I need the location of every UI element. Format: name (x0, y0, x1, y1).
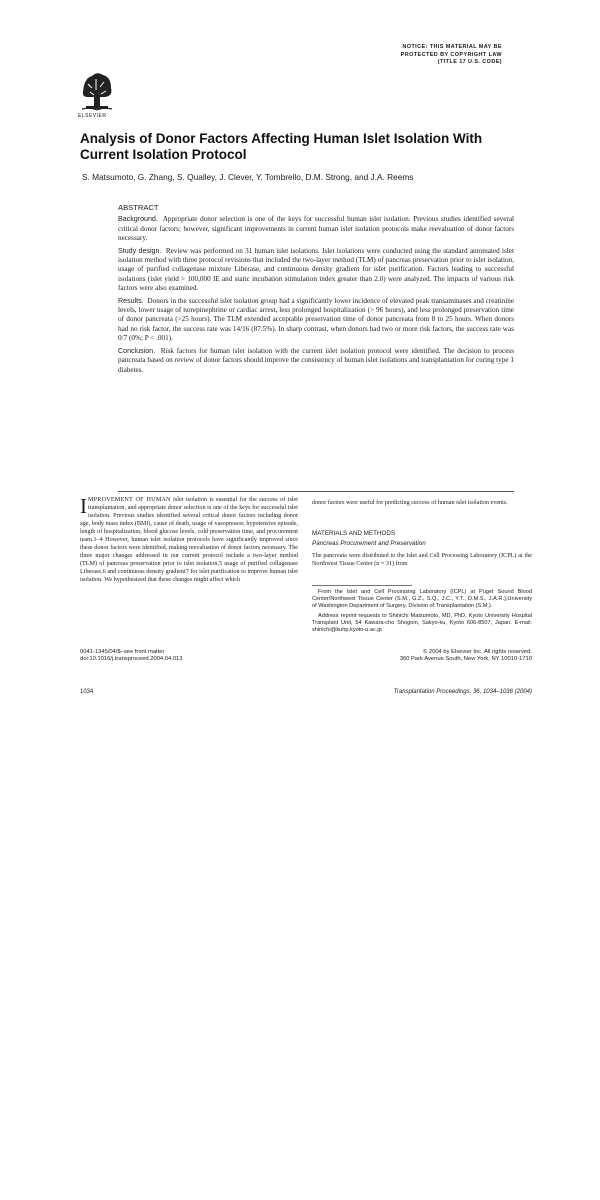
results-text: Donors in the successful islet isolation group had a significantly lower incidence of elevated peak transaminases and creatinine levels, lower usage of norepinephrine or cardiac arrest, less prolonged hospitalization (> 96 hours), and less prolonged preservation time of donor pancreata (>25 hours). The TLM extended acceptable preservation time of donor pancreata from 8 to 25 hours. When donors had no risk factor, the success rate was 14/16 (87.5%). In sharp contrast, when donors had two or more risk factors, the success rate was 0/7 (0%; P < .001). (118, 296, 515, 343)
study-text: Review was performed on 31 human islet isolations. Islet isolations were conducted using the standard automated islet isolation method with three protocol revisions that included the two-layer method (TLM) of pancreas preservation prior to islet isolation, usage of purified collagenase mixture Liberase, and continuous density gradient for islet purification. Factors leading to successful isolations (islet yield > 100,000 IE and static incubation stimulation index greater than 2.0) were analyzed. The impacts of various risk factors were also examined. (118, 246, 514, 293)
copyright-block (312, 649, 532, 664)
conclusion-label: Conclusion. (118, 346, 156, 355)
copyright-notice-line: PROTECTED BY COPYRIGHT LAW (400, 51, 502, 58)
abstract-conclusion (118, 347, 514, 375)
copyright-notice (342, 44, 502, 67)
results-label: Results. (118, 296, 144, 305)
conclusion-text: Risk factors for human islet isolation with the current islet isolation protocol were identified. The decision to process pancreata based on review of donor factors should improve the consistency of human islet isolations and transplantation for curing type 1 diabetes. (118, 346, 515, 374)
abstract-heading: ABSTRACT (118, 203, 159, 212)
body-left-column (80, 494, 298, 584)
abstract-background (118, 215, 514, 243)
publisher-logo-text: ELSEVIER (78, 113, 107, 119)
article-authors: S. Matsumoto, G. Zhang, S. Qualley, J. Clever, Y. Tombrello, D.M. Strong, and J.A. Reems (82, 172, 414, 182)
intro-paragraph (80, 494, 298, 584)
methods-paragraph: The pancreata were distributed to the Islet and Cell Processing Laboratory (ICPL) at the Northwest Tissue Center (n = 31) from (312, 552, 532, 567)
correspondence-note: Address reprint requests to Shinichi Matsumoto, MD, PhD, Kyoto University Hospital Transplant Unit, 54 Kawara-cho Shogoin, Sakyo-ku, Kyoto 606-8507, Japan. E-mail: shinichi@kuhp.kyoto-u.ac.jp (312, 612, 532, 634)
study-label: Study design. (118, 246, 162, 255)
elsevier-tree-logo-icon (80, 70, 114, 112)
subsection-heading: Pancreas Procurement and Preservation (312, 539, 426, 547)
intro-smallcaps: MPROVEMENT OF HUMAN (88, 497, 171, 503)
issn: 0041-1345/04/$–see front matter (80, 649, 165, 655)
background-text: Appropriate donor selection is one of the keys for successful human islet isolation. Previous studies identified several critical donor factors; however, significant improvements in current human islet isolation protocols make reevaluation of donor factors necessary. (118, 215, 515, 243)
issn-block (80, 649, 300, 664)
doi: doi:10.1016/j.transproceed.2004.04.013 (80, 656, 183, 663)
intro-continuation: donor factors were useful for predicting success of human islet isolation events. (312, 500, 508, 506)
abstract-results (118, 297, 514, 344)
footnotes (312, 589, 532, 636)
background-label: Background. (118, 215, 158, 224)
abstract-divider (118, 491, 514, 492)
affiliation-note: From the Islet and Cell Processing Laboratory (ICPL) at Puget Sound Blood Center/Northwest Tissue Center (S.M., G.Z., S.Q., J.C., Y.T., D.M.S., J.A.R.),University of Washington Department of Surgery, Division of Transplantation (S.M.). (312, 589, 532, 610)
intro-text: islet isolation is essential for the success of islet transplantation, and appropriate donor selection is one of the keys for successful islet isolation. Previous studies identified several critical donor factors including donor age, body mass index (BMI), cause of death, usage of vasopressor, hypotensive episode, length of hospitalization, blood glucose levels, cold preservation time, and procurement team.1–4 However, human islet isolation protocols have significantly improved since these donor factors were identified, making reevaluation of donor factors necessary. The three major changes addressed in our current protocol include a two-layer method (TLM) of pancreas preservation prior to islet isolation,5 usage of purified collagenase Liberase,6 and continuous density gradient7 for islet purification to improve human islet isolation. We hypothesized that these changes might affect which (80, 497, 298, 583)
copyright: © 2004 by Elsevier Inc. All rights reserved. (423, 649, 532, 655)
page-number: 1034 (80, 689, 94, 695)
publisher-address: 360 Park Avenue South, New York, NY 10010-1710 (399, 656, 532, 663)
abstract-study-design (118, 247, 514, 294)
abstract (118, 203, 514, 378)
section-heading: MATERIALS AND METHODS (312, 529, 396, 537)
journal-citation: Transplantation Proceedings, 36, 1034–1036 (2004) (393, 689, 532, 695)
article-title: Analysis of Donor Factors Affecting Human Islet Isolation With Current Isolation Protocol (80, 131, 483, 162)
drop-cap: I (80, 494, 87, 518)
copyright-notice-line: (TITLE 17 U.S. CODE) (437, 59, 502, 65)
body-right-column (312, 500, 532, 569)
copyright-notice-line: NOTICE: THIS MATERIAL MAY BE (402, 44, 502, 50)
footnote-divider (312, 585, 412, 586)
